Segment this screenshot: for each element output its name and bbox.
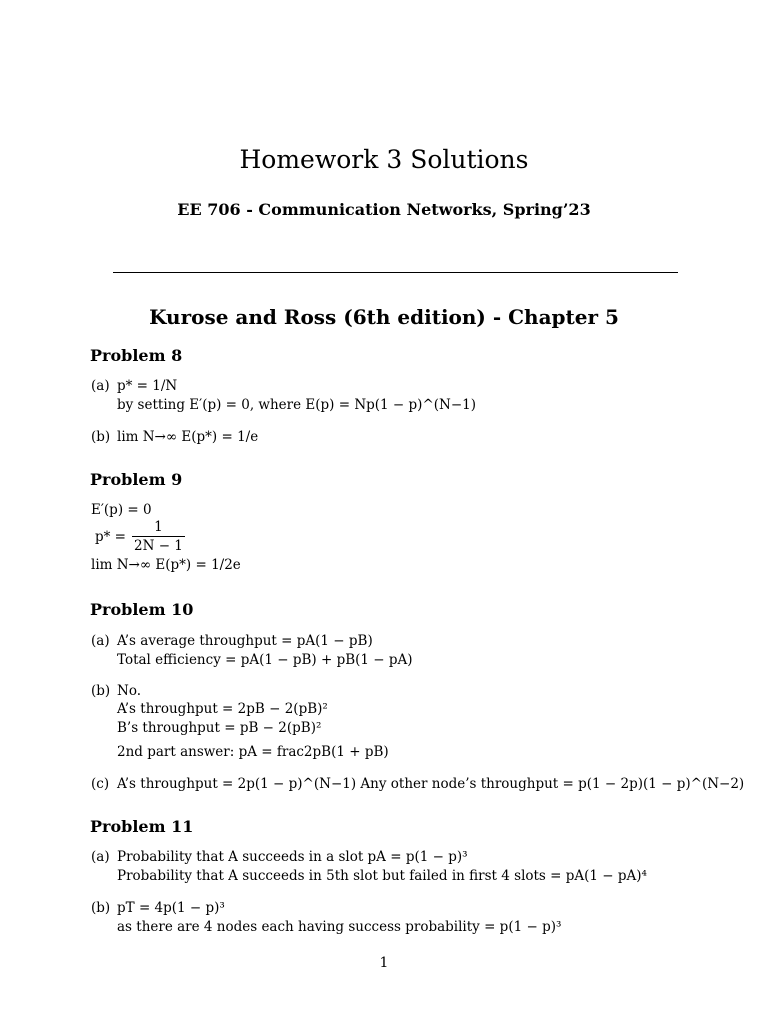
problem-9-line3: lim N→∞ E(p*) = 1/2e [91,557,241,573]
problem-8-heading: Problem 8 [90,346,183,365]
page-number: 1 [379,955,389,971]
problem-10b-label: (b) [91,683,111,699]
problem-11a-line2: Probability that A succeeds in 5th slot but failed in first 4 slots = pA(1 − pA)⁴ [117,868,647,884]
problem-11a-label: (a) [91,849,110,865]
problem-8b-line1: lim N→∞ E(p*) = 1/e [117,429,259,445]
problem-10b-line1: No. [117,683,141,699]
problem-11-heading: Problem 11 [90,817,194,836]
problem-9-heading: Problem 9 [90,470,183,489]
problem-9-fraction-numerator: 1 [154,519,163,535]
problem-10a-label: (a) [91,633,110,649]
problem-11b-label: (b) [91,900,111,916]
section-heading: Kurose and Ross (6th edition) - Chapter 5 [149,305,619,329]
problem-10b-line2: A’s throughput = 2pB − 2(pB)² [117,701,328,717]
problem-9-fraction [95,518,185,555]
document-title: Homework 3 Solutions [239,145,529,174]
problem-10a-line2: Total efficiency = pA(1 − pB) + pB(1 − pA) [117,652,413,668]
problem-10b-line3: B’s throughput = pB − 2(pB)² [117,720,322,736]
problem-8a-line1: p* = 1/N [117,378,178,394]
problem-10b-line4: 2nd part answer: pA = frac2pB(1 + pB) [117,744,389,760]
problem-11b-line2: as there are 4 nodes each having success probability = p(1 − p)³ [117,919,562,935]
problem-9-fraction-lhs: p* = [95,528,126,545]
problem-8a-label: (a) [91,378,110,394]
course-subtitle: EE 706 - Communication Networks, Spring’23 [177,200,591,219]
problem-8a-line2: by setting E′(p) = 0, where E(p) = Np(1 − p)^(N−1) [117,397,477,413]
problem-10a-line1: A’s average throughput = pA(1 − pB) [117,633,373,649]
problem-8b-label: (b) [91,429,111,445]
problem-10c-label: (c) [91,776,110,792]
problem-9-line1: E′(p) = 0 [91,502,152,518]
problem-11a-line1: Probability that A succeeds in a slot pA = p(1 − p)³ [117,849,468,865]
problem-11b-line1: pT = 4p(1 − p)³ [117,900,225,916]
problem-9-fraction-denominator: 2N − 1 [134,538,183,554]
horizontal-rule [113,272,678,273]
problem-10-heading: Problem 10 [90,600,194,619]
problem-10c-line1: A’s throughput = 2p(1 − p)^(N−1) Any other node’s throughput = p(1 − 2p)(1 − p)^(N−2) [117,776,745,792]
